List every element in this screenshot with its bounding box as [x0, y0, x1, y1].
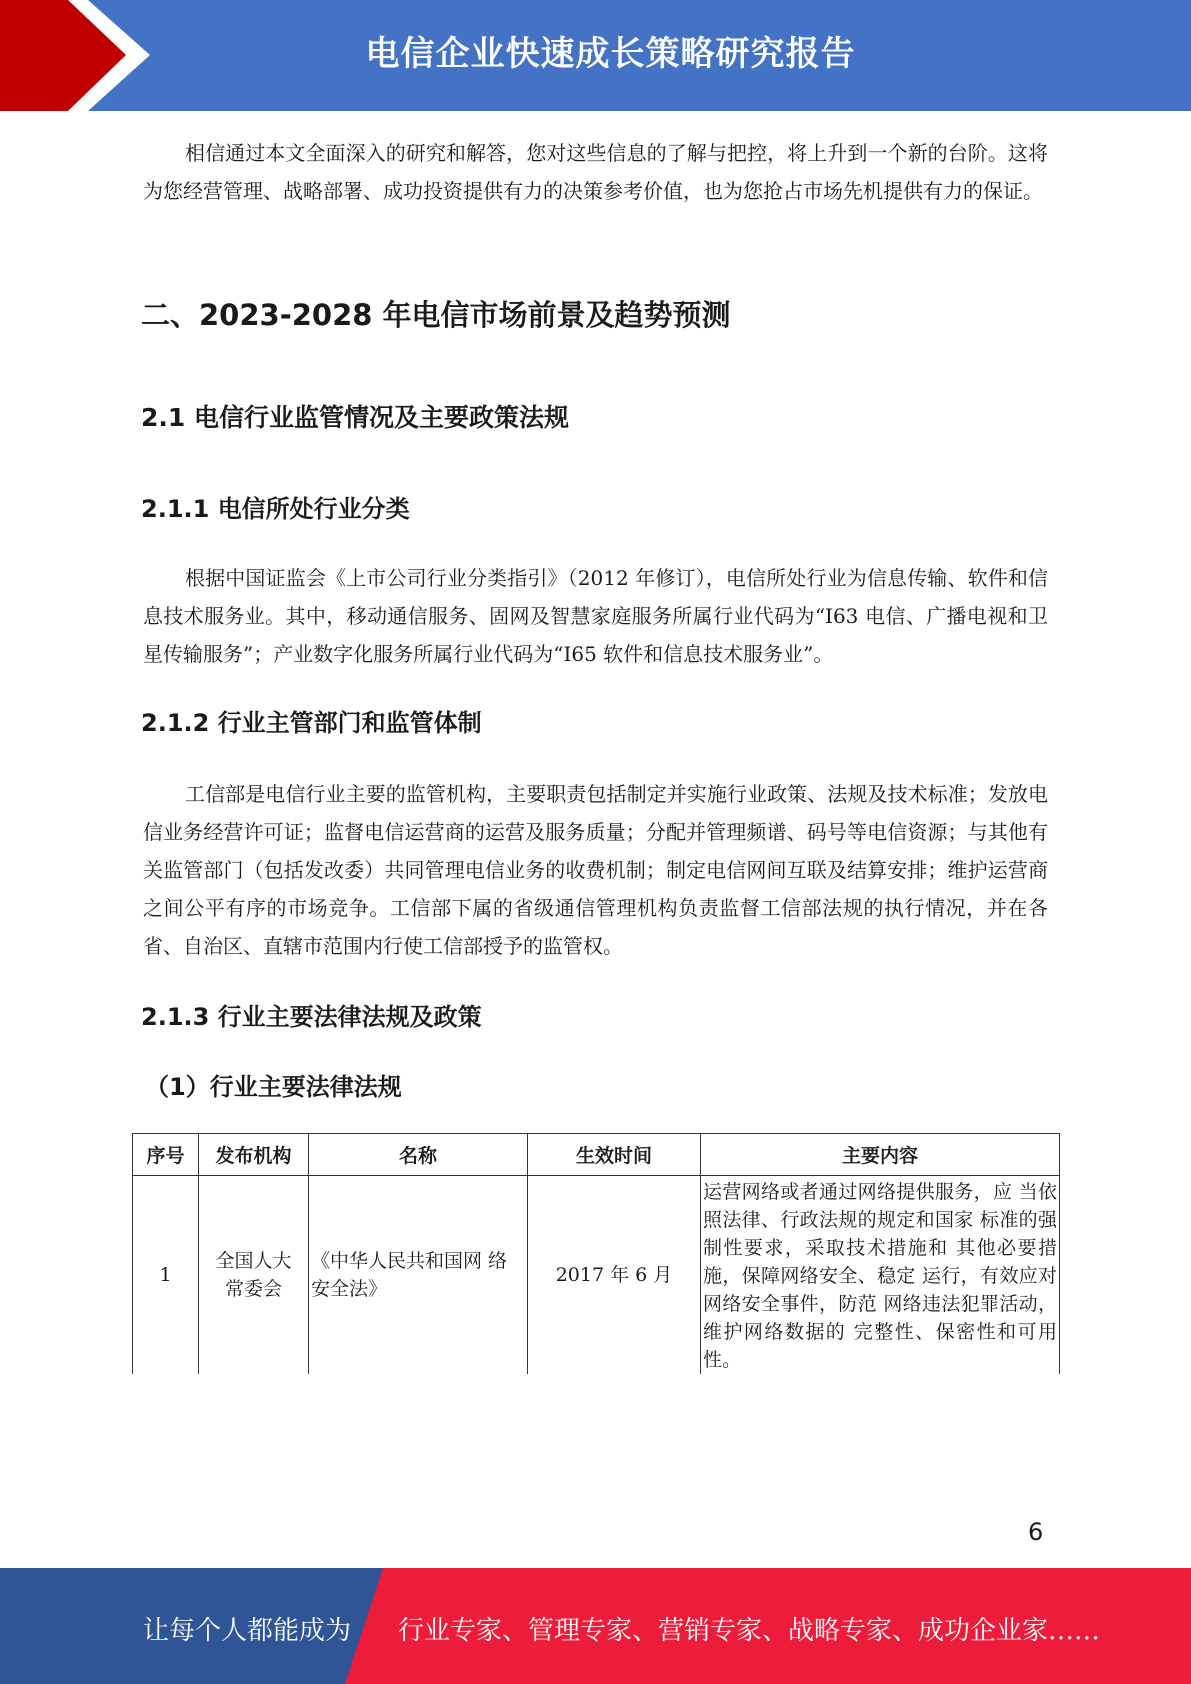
cell-content: 运营网络或者通过网络提供服务，应 当依照法律、行政法规的规定和国家 标准的强制性要求，采取技术措施和 其他必要措施，保障网络安全、稳定 运行，有效应对网络安全事件，防范 网络违法犯罪活动，维护网络数据的 完整性、保密性和可用性。	[701, 1176, 1060, 1375]
industry-classification-paragraph: 根据中国证监会《上市公司行业分类指引》（2012 年修订），电信所处行业为信息传输、软件和信息技术服务业。其中，移动通信服务、固网及智慧家庭服务所属行业代码为“I63 电信、广播电视和卫星传输服务”；产业数字化服务所属行业代码为“I65 软件和信息技术服务业”。	[143, 566, 1048, 666]
subsubsection-heading: 2.1.1 电信所处行业分类	[141, 495, 410, 523]
cell-agency-text: 全国人大常委会	[215, 1250, 292, 1300]
intro-paragraph: 相信通过本文全面深入的研究和解答，您对这些信息的了解与把控，将上升到一个新的台阶。这将为您经营管理、战略部署、成功投资提供有力的决策参考价值，也为您抢占市场先机提供有力的保证。	[143, 141, 1048, 203]
section-heading: 二、2023-2028 年电信市场前景及趋势预测	[141, 298, 731, 332]
page-header	[0, 0, 1191, 111]
subsubsection-heading: 2.1.2 行业主管部门和监管体制	[141, 709, 482, 737]
column-header: 序号	[133, 1134, 199, 1176]
footer-slogan-left: 让每个人都能成为	[143, 1616, 352, 1646]
column-header: 发布机构	[199, 1134, 309, 1176]
table-header-row	[133, 1134, 1060, 1176]
regulatory-paragraph: 工信部是电信行业主要的监管机构，主要职责包括制定并实施行业政策、法规及技术标准；发放电信业务经营许可证；监督电信运营商的运营及服务质量；分配并管理频谱、码号等电信资源；与其他有关监管部门（包括发改委）共同管理电信业务的收费机制；制定电信网间互联及结算安排；维护运营商之间公平有序的市场竞争。工信部下属的省级通信管理机构负责监督工信部法规的执行情况，并在各省、自治区、直辖市范围内行使工信部授予的监管权。	[143, 782, 1048, 958]
column-header: 主要内容	[701, 1134, 1060, 1176]
subsubsection-heading: 2.1.3 行业主要法律法规及政策	[141, 1003, 482, 1031]
footer-slogan-right: 行业专家、管理专家、营销专家、战略专家、成功企业家……	[398, 1616, 1101, 1646]
cell-agency	[199, 1176, 309, 1375]
report-title: 电信企业快速成长策略研究报告	[365, 34, 856, 74]
column-header: 名称	[309, 1134, 528, 1176]
cell-name: 《中华人民共和国网 络安全法》	[309, 1176, 528, 1375]
cell-effective-date: 2017 年 6 月	[528, 1176, 701, 1375]
column-header: 生效时间	[528, 1134, 701, 1176]
table-row	[133, 1176, 1060, 1375]
cell-number: 1	[133, 1176, 199, 1375]
laws-subheading: （1）行业主要法律法规	[145, 1073, 402, 1101]
page-number: 6	[1028, 1518, 1044, 1546]
laws-table	[132, 1133, 1060, 1374]
subsection-heading: 2.1 电信行业监管情况及主要政策法规	[141, 403, 569, 432]
